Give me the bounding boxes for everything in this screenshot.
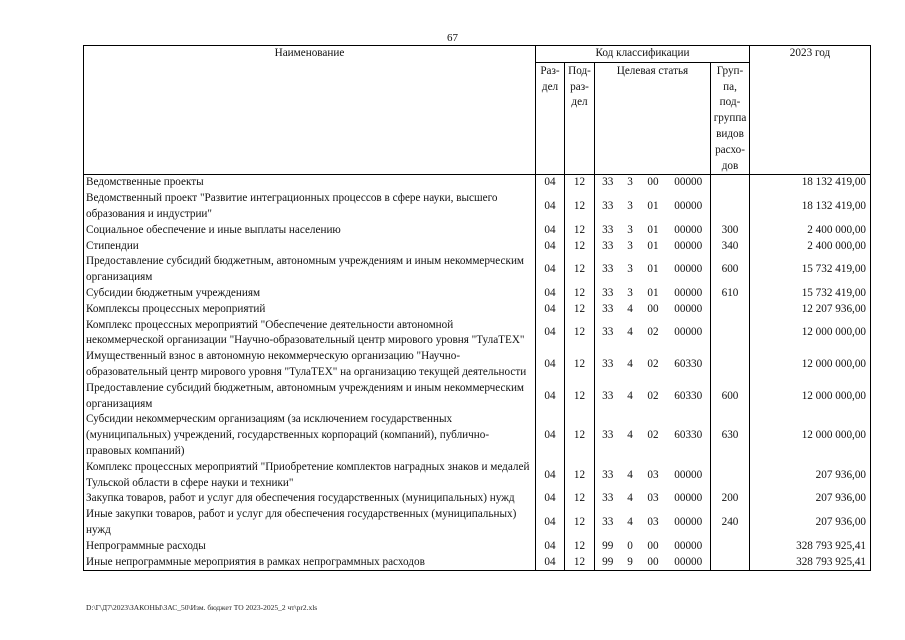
row-section: 04 (536, 539, 565, 555)
row-target-program: 33 (595, 223, 621, 239)
row-target-subprogram: 4 (627, 516, 633, 528)
row-subsection: 12 (565, 254, 595, 286)
row-amount: 207 936,00 (750, 507, 871, 539)
table-row (84, 239, 871, 255)
table-row (84, 318, 871, 350)
row-amount: 2 400 000,00 (750, 223, 871, 239)
row-target-program: 33 (595, 239, 621, 255)
page-number: 67 (447, 32, 458, 44)
table-row (84, 555, 871, 571)
row-subsection: 12 (565, 349, 595, 381)
row-target-direction: 00000 (667, 239, 711, 255)
row-target-direction: 00000 (667, 539, 711, 555)
row-expense-group (711, 318, 750, 350)
row-section: 04 (536, 381, 565, 413)
row-target-program: 33 (595, 491, 621, 507)
row-amount: 12 207 936,00 (750, 302, 871, 318)
classification-code-header: Код классификации (536, 46, 750, 63)
row-expense-group: 340 (711, 239, 750, 255)
row-target-subprogram: 9 (621, 555, 640, 571)
table-row (84, 302, 871, 318)
row-amount: 12 000 000,00 (750, 381, 871, 413)
row-target-subprogram: 3 (627, 176, 633, 189)
row-amount: 207 936,00 (750, 460, 871, 492)
target-item-header: Целевая статья (595, 62, 711, 175)
row-expense-group: 600 (711, 381, 750, 413)
row-target-subprogram: 4 (627, 492, 633, 505)
row-section: 04 (536, 286, 565, 302)
row-name: Комплексы процессных мероприятий (84, 302, 536, 318)
row-target-program: 33 (595, 460, 621, 492)
row-target-direction: 00000 (667, 318, 711, 350)
row-expense-group: 610 (711, 286, 750, 302)
table-row (84, 254, 871, 286)
row-target-direction: 00000 (667, 191, 711, 223)
row-subsection: 12 (565, 318, 595, 350)
row-subsection: 12 (565, 381, 595, 413)
row-expense-group: 630 (711, 412, 750, 459)
row-subsection: 12 (565, 412, 595, 459)
row-target-direction: 00000 (667, 302, 711, 318)
row-target-subprogram: 4 (627, 389, 633, 402)
row-target-subprogram: 4 (627, 429, 633, 442)
row-target-subprogram: 4 (627, 468, 633, 481)
row-name: Предоставление субсидий бюджетным, автономным учреждениям и иным некоммерческим организациям (84, 381, 536, 413)
row-subsection: 12 (565, 555, 595, 571)
table-row (84, 460, 871, 492)
table-row (84, 223, 871, 239)
row-target-subprogram: 0 (627, 539, 633, 552)
row-subsection: 12 (565, 223, 595, 239)
row-target-subprogram: 3 (627, 200, 633, 213)
row-target-measure: 01 (647, 263, 659, 276)
row-name: Непрограммные расходы (84, 539, 536, 555)
table-row (84, 191, 871, 223)
row-subsection: 12 (565, 539, 595, 555)
row-name: Комплекс процессных мероприятий "Приобретение комплектов наградных знаков и медалей Тульской области в сфере науки и техники" (84, 460, 536, 492)
year-column-header: 2023 год (750, 46, 871, 175)
row-target-direction: 00000 (667, 491, 711, 507)
row-expense-group: 600 (711, 254, 750, 286)
table-header (84, 46, 871, 175)
table-row (84, 412, 871, 459)
row-name: Стипендии (84, 239, 536, 255)
row-section: 04 (536, 191, 565, 223)
row-name: Закупка товаров, работ и услуг для обеспечения государственных (муниципальных) нужд (84, 491, 536, 507)
table-row (84, 286, 871, 302)
row-subsection: 12 (565, 302, 595, 318)
row-expense-group (711, 191, 750, 223)
row-subsection: 12 (565, 491, 595, 507)
row-target-subprogram: 4 (627, 358, 633, 371)
row-amount: 207 936,00 (750, 491, 871, 507)
row-target-program: 33 (595, 175, 621, 191)
row-name: Иные закупки товаров, работ и услуг для обеспечения государственных (муниципальных) нужд (84, 507, 536, 539)
table-row (84, 381, 871, 413)
row-target-measure: 00 (640, 555, 667, 571)
row-section: 04 (536, 239, 565, 255)
row-target-measure: 00 (647, 539, 659, 552)
row-target-measure: 01 (647, 200, 659, 213)
row-name: Иные непрограммные мероприятия в рамках непрограммных расходов (84, 555, 536, 571)
row-target-program: 33 (595, 507, 621, 539)
row-subsection: 12 (565, 286, 595, 302)
row-amount: 12 000 000,00 (750, 349, 871, 381)
row-amount: 328 793 925,41 (750, 555, 871, 571)
row-target-measure: 02 (647, 358, 659, 371)
row-expense-group (711, 555, 750, 571)
row-section: 04 (536, 175, 565, 191)
row-target-direction: 00000 (667, 555, 711, 571)
row-target-measure: 02 (647, 389, 659, 402)
row-target-direction: 00000 (667, 460, 711, 492)
row-amount: 12 000 000,00 (750, 412, 871, 459)
row-target-measure: 01 (647, 286, 659, 299)
row-target-program: 33 (595, 302, 621, 318)
row-target-measure: 00 (647, 302, 659, 315)
row-amount: 15 732 419,00 (750, 286, 871, 302)
row-target-program: 33 (595, 318, 621, 350)
row-amount: 328 793 925,41 (750, 539, 871, 555)
row-section: 04 (536, 555, 565, 571)
row-name: Ведомственный проект "Развитие интеграционных процессов в сфере науки, высшего образования и индустрии" (84, 191, 536, 223)
row-target-measure: 03 (647, 468, 659, 481)
row-expense-group (711, 175, 750, 191)
row-expense-group (711, 539, 750, 555)
row-section: 04 (536, 460, 565, 492)
row-target-measure: 02 (647, 326, 659, 339)
row-target-subprogram: 3 (627, 223, 633, 236)
row-target-subprogram: 3 (627, 239, 633, 252)
row-amount: 2 400 000,00 (750, 239, 871, 255)
row-target-direction: 00000 (667, 286, 711, 302)
row-target-direction: 00000 (667, 223, 711, 239)
row-subsection: 12 (565, 507, 595, 539)
table-row (84, 507, 871, 539)
row-section: 04 (536, 302, 565, 318)
row-target-program: 99 (595, 539, 621, 555)
row-target-subprogram: 4 (627, 302, 633, 315)
row-target-measure: 01 (647, 239, 659, 252)
row-name: Имущественный взнос в автономную некоммерческую организацию "Научно-образовательный центр мирового уровня "ТулаТЕХ" на организацию текущей деятельности (84, 349, 536, 381)
row-target-subprogram: 3 (627, 263, 633, 276)
row-amount: 18 132 419,00 (750, 191, 871, 223)
row-section: 04 (536, 491, 565, 507)
row-expense-group (711, 460, 750, 492)
row-target-program: 33 (595, 381, 621, 413)
row-section: 04 (536, 349, 565, 381)
row-target-program: 33 (595, 254, 621, 286)
table-row (84, 491, 871, 507)
name-column-header: Наименование (84, 46, 536, 175)
row-target-direction: 60330 (667, 381, 711, 413)
row-name: Субсидии бюджетным учреждениям (84, 286, 536, 302)
row-target-program: 33 (595, 191, 621, 223)
row-target-program: 33 (595, 412, 621, 459)
row-expense-group: 300 (711, 223, 750, 239)
row-target-measure: 00 (647, 176, 659, 189)
row-name: Ведомственные проекты (84, 175, 536, 191)
row-expense-group (711, 302, 750, 318)
row-section: 04 (536, 318, 565, 350)
row-subsection: 12 (565, 460, 595, 492)
row-target-measure: 03 (647, 492, 659, 505)
row-name: Комплекс процессных мероприятий "Обеспечение деятельности автономной некоммерческой организации "Научно-образовательный центр мирового уровня "ТулаТЕХ" (84, 318, 536, 350)
row-name: Социальное обеспечение и иные выплаты населению (84, 223, 536, 239)
row-target-program: 33 (595, 349, 621, 381)
row-section: 04 (536, 412, 565, 459)
row-section: 04 (536, 254, 565, 286)
row-name: Предоставление субсидий бюджетным, автономным учреждениям и иным некоммерческим организациям (84, 254, 536, 286)
row-target-direction: 00000 (667, 175, 711, 191)
expense-group-header: Груп- па, под- группа видов расхо- дов (711, 62, 750, 175)
row-target-direction: 60330 (667, 412, 711, 459)
table-body (84, 175, 871, 571)
table-row (84, 349, 871, 381)
row-target-direction: 60330 (667, 349, 711, 381)
subsection-header: Под- раз- дел (565, 62, 595, 175)
row-target-program: 33 (595, 286, 621, 302)
row-expense-group: 200 (711, 491, 750, 507)
row-section: 04 (536, 507, 565, 539)
row-amount: 12 000 000,00 (750, 318, 871, 350)
budget-table (83, 45, 871, 571)
row-amount: 18 132 419,00 (750, 175, 871, 191)
row-subsection: 12 (565, 175, 595, 191)
row-target-direction: 00000 (667, 254, 711, 286)
row-target-measure: 01 (647, 223, 659, 236)
row-target-subprogram: 4 (627, 326, 633, 339)
section-header: Раз- дел (536, 62, 565, 175)
row-target-measure: 03 (647, 516, 659, 528)
row-target-subprogram: 3 (627, 286, 633, 299)
table-row (84, 539, 871, 555)
row-expense-group: 240 (711, 507, 750, 539)
row-amount: 15 732 419,00 (750, 254, 871, 286)
file-path-footer: D:\Г\Д7\2023\ЗАКОНЫ\ЗАС_50\Изм. бюджет ТО 2023-2025_2 чт\pr2.xls (86, 603, 318, 612)
row-section: 04 (536, 223, 565, 239)
row-name: Субсидии некоммерческим организациям (за исключением государственных (муниципальных) учреждений, государственных корпораций (компаний), публично-правовых компаний) (84, 412, 536, 459)
table-row (84, 175, 871, 191)
row-subsection: 12 (565, 239, 595, 255)
row-subsection: 12 (565, 191, 595, 223)
row-target-measure: 02 (647, 429, 659, 442)
row-target-program: 99 (595, 555, 621, 571)
row-target-direction: 00000 (667, 507, 711, 539)
row-expense-group (711, 349, 750, 381)
